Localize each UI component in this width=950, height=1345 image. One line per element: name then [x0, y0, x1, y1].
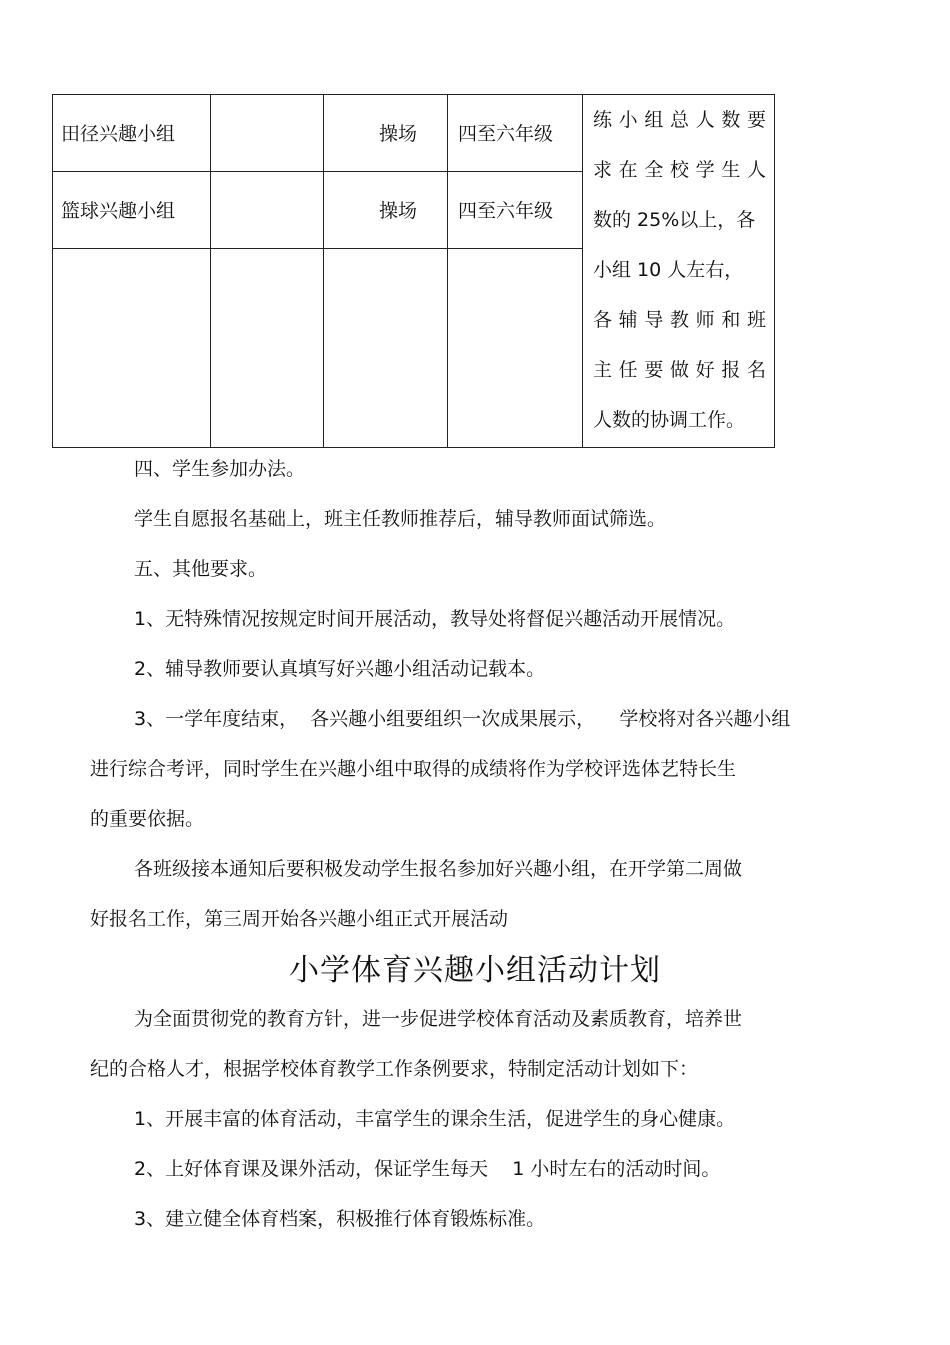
- note-line: 人数的协调工作。: [593, 409, 746, 431]
- interest-group-table: [52, 94, 775, 448]
- plan-intro-line-2: 纪的合格人才，根据学校体育教学工作条例要求，特制定活动计划如下：: [90, 1058, 699, 1080]
- note-line: 主任要做好报名: [593, 359, 766, 381]
- requirement-item-2: 2、辅导教师要认真填写好兴趣小组活动记载本。: [134, 658, 546, 680]
- place-cell: 操场: [324, 95, 448, 172]
- notice-line-2: 好报名工作，第三周开始各兴趣小组正式开展活动: [90, 908, 509, 930]
- plan-item-1: 1、开展丰富的体育活动，丰富学生的课余生活，促进学生的身心健康。: [134, 1108, 736, 1130]
- plan-intro-line-1: 为全面贯彻党的教育方针，进一步促进学校体育活动及素质教育，培养世: [134, 1008, 743, 1030]
- plan-title: 小学体育兴趣小组活动计划: [289, 953, 661, 988]
- requirement-item-1: 1、无特殊情况按规定时间开展活动，教导处将督促兴趣活动开展情况。: [134, 608, 736, 630]
- plan-item-2: 2、上好体育课及课外活动，保证学生每天 1 小时左右的活动时间。: [134, 1158, 721, 1180]
- requirement-item-3-line-3: 的重要依据。: [90, 808, 205, 830]
- grade-cell: 四至六年级: [448, 171, 583, 248]
- grade-cell: [448, 248, 583, 447]
- requirements-note-cell: [583, 95, 775, 448]
- requirement-item-3-line-1: 3、一学年度结束， 各兴趣小组要组织一次成果展示， 学校将对各兴趣小组: [134, 708, 791, 730]
- note-line: 求在全校学生人: [593, 159, 766, 181]
- requirement-item-3-line-2: 进行综合考评，同时学生在兴趣小组中取得的成绩将作为学校评选体艺特长生: [90, 758, 737, 780]
- section-four-body: 学生自愿报名基础上，班主任教师推荐后，辅导教师面试筛选。: [134, 508, 667, 530]
- table-row: [53, 95, 775, 172]
- section-five-heading: 五、其他要求。: [134, 558, 268, 580]
- plan-item-3: 3、建立健全体育档案，积极推行体育锻炼标准。: [134, 1208, 546, 1230]
- note-line: 小组 10 人左右，: [593, 259, 744, 281]
- group-name-cell: [53, 248, 211, 447]
- blank-cell: [211, 95, 324, 172]
- place-cell: 操场: [324, 171, 448, 248]
- place-cell: [324, 248, 448, 447]
- grade-cell: 四至六年级: [448, 95, 583, 172]
- notice-line-1: 各班级接本通知后要积极发动学生报名参加好兴趣小组，在开学第二周做: [134, 858, 743, 880]
- blank-cell: [211, 248, 324, 447]
- blank-cell: [211, 171, 324, 248]
- note-line: 数的 25%以上，各: [593, 209, 756, 231]
- note-line: 练小组总人数要: [593, 109, 766, 131]
- group-name-cell: 篮球兴趣小组: [53, 171, 211, 248]
- group-name-cell: 田径兴趣小组: [53, 95, 211, 172]
- section-four-heading: 四、学生参加办法。: [134, 458, 306, 480]
- note-line: 各辅导教师和班: [593, 309, 766, 331]
